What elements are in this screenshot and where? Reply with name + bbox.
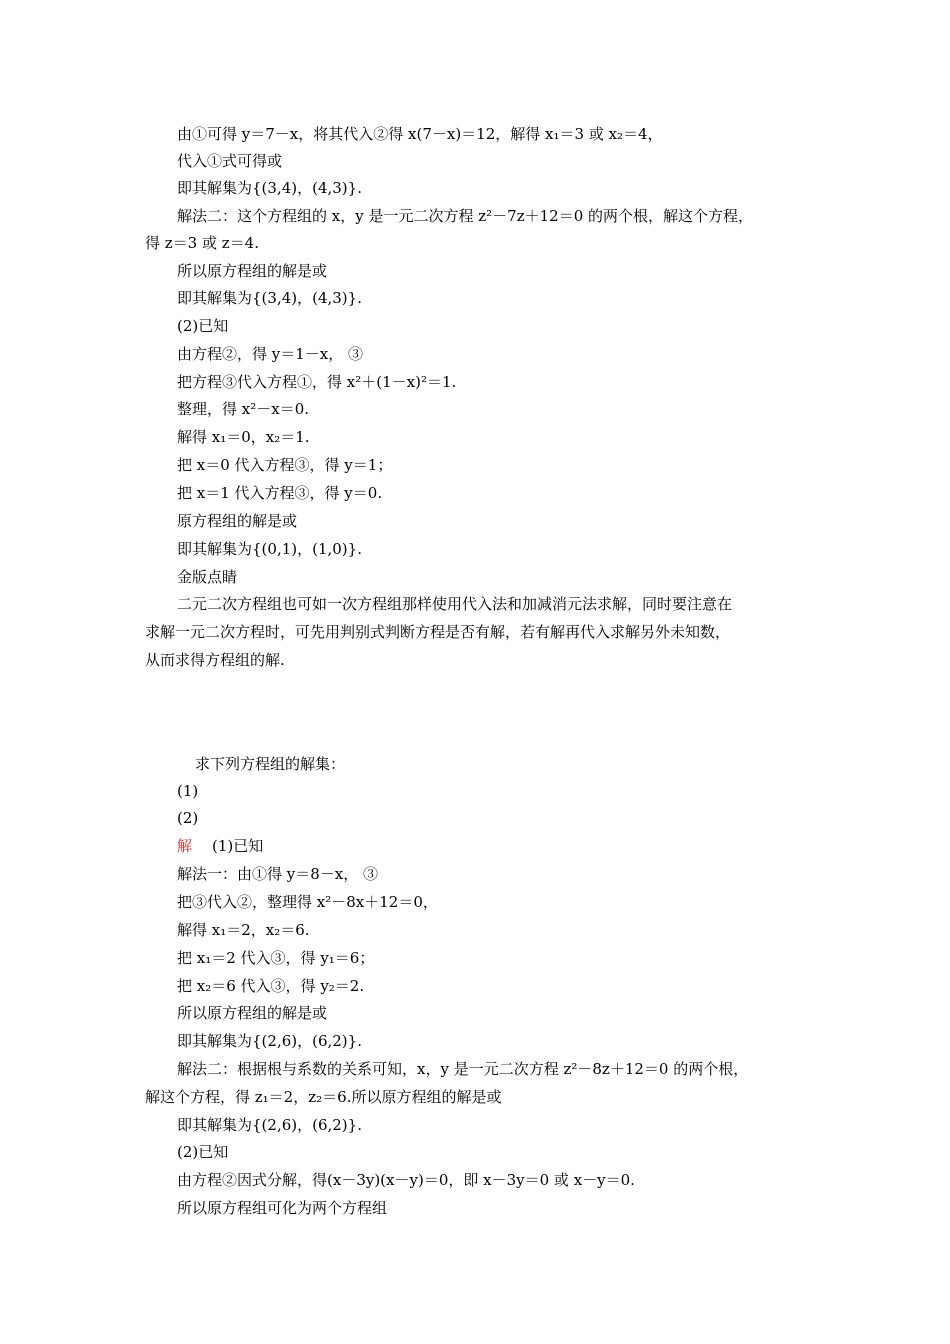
paragraph-line: 解法二：这个方程组的 x，y 是一元二次方程 z²－7z＋12＝0 的两个根，解这个方程， bbox=[177, 207, 754, 225]
paragraph-line: 解得 x₁＝2，x₂＝6. bbox=[177, 921, 310, 939]
paragraph-line: 把 x₂＝6 代入③，得 y₂＝2. bbox=[177, 977, 365, 995]
paragraph-line: 即其解集为{(3,4)，(4,3)}. bbox=[177, 179, 362, 197]
paragraph-line: 把③代入②，整理得 x²－8x＋12＝0， bbox=[177, 893, 438, 911]
paragraph-line: 所以原方程组可化为两个方程组 bbox=[177, 1199, 388, 1217]
paragraph-line: 解这个方程，得 z₁＝2，z₂＝6.所以原方程组的解是或 bbox=[145, 1088, 502, 1106]
paragraph-line: 由方程②因式分解，得(x－3y)(x－y)＝0，即 x－3y＝0 或 x－y＝0. bbox=[177, 1171, 635, 1189]
paragraph-line: (2)已知 bbox=[177, 1143, 229, 1161]
paragraph-line: 解法一：由①得 y＝8－x， ③ bbox=[177, 865, 379, 883]
paragraph-line: 代入①式可得或 bbox=[177, 152, 283, 170]
paragraph-line: 把 x₁＝2 代入③，得 y₁＝6； bbox=[177, 949, 375, 967]
paragraph-line: 整理，得 x²－x＝0. bbox=[177, 400, 310, 418]
paragraph-line: 二元二次方程组也可如一次方程组那样使用代入法和加减消元法求解，同时要注意在 bbox=[177, 595, 733, 613]
paragraph-line: 解得 x₁＝0，x₂＝1. bbox=[177, 428, 310, 446]
answer-line bbox=[177, 836, 263, 856]
problem-item: (1) bbox=[177, 782, 199, 800]
paragraph-line: 求解一元二次方程时，可先用判别式判断方程是否有解，若有解再代入求解另外未知数， bbox=[145, 623, 731, 641]
paragraph-line: 由方程②，得 y＝1－x， ③ bbox=[177, 345, 364, 363]
paragraph-line: 即其解集为{(2,6)，(6,2)}. bbox=[177, 1116, 362, 1134]
answer-first: (1)已知 bbox=[212, 837, 264, 855]
problem-title: 求下列方程组的解集： bbox=[195, 755, 346, 773]
paragraph-line: 即其解集为{(0,1)，(1,0)}. bbox=[177, 540, 362, 558]
paragraph-line: 得 z＝3 或 z＝4. bbox=[145, 234, 259, 252]
paragraph-line: 所以原方程组的解是或 bbox=[177, 262, 328, 280]
paragraph-line: 所以原方程组的解是或 bbox=[177, 1004, 328, 1022]
answer-label: 解 bbox=[177, 837, 193, 855]
section-heading: 金版点睛 bbox=[177, 568, 238, 586]
paragraph-line: 由①可得 y＝7－x，将其代入②得 x(7－x)＝12，解得 x₁＝3 或 x₂＝4， bbox=[177, 125, 663, 143]
problem-item: (2) bbox=[177, 809, 199, 827]
paragraph-line: 把 x＝1 代入方程③，得 y＝0. bbox=[177, 484, 383, 502]
paragraph-line: 把方程③代入方程①，得 x²＋(1－x)²＝1. bbox=[177, 373, 457, 391]
paragraph-line: 原方程组的解是或 bbox=[177, 512, 298, 530]
paragraph-line: 把 x＝0 代入方程③，得 y＝1； bbox=[177, 456, 393, 474]
paragraph-line: 即其解集为{(2,6)，(6,2)}. bbox=[177, 1032, 362, 1050]
paragraph-line: 解法二：根据根与系数的关系可知，x，y 是一元二次方程 z²－8z＋12＝0 的两个根， bbox=[177, 1060, 749, 1078]
paragraph-line: 即其解集为{(3,4)，(4,3)}. bbox=[177, 289, 362, 307]
paragraph-line: (2)已知 bbox=[177, 317, 229, 335]
paragraph-line: 从而求得方程组的解. bbox=[145, 651, 285, 669]
